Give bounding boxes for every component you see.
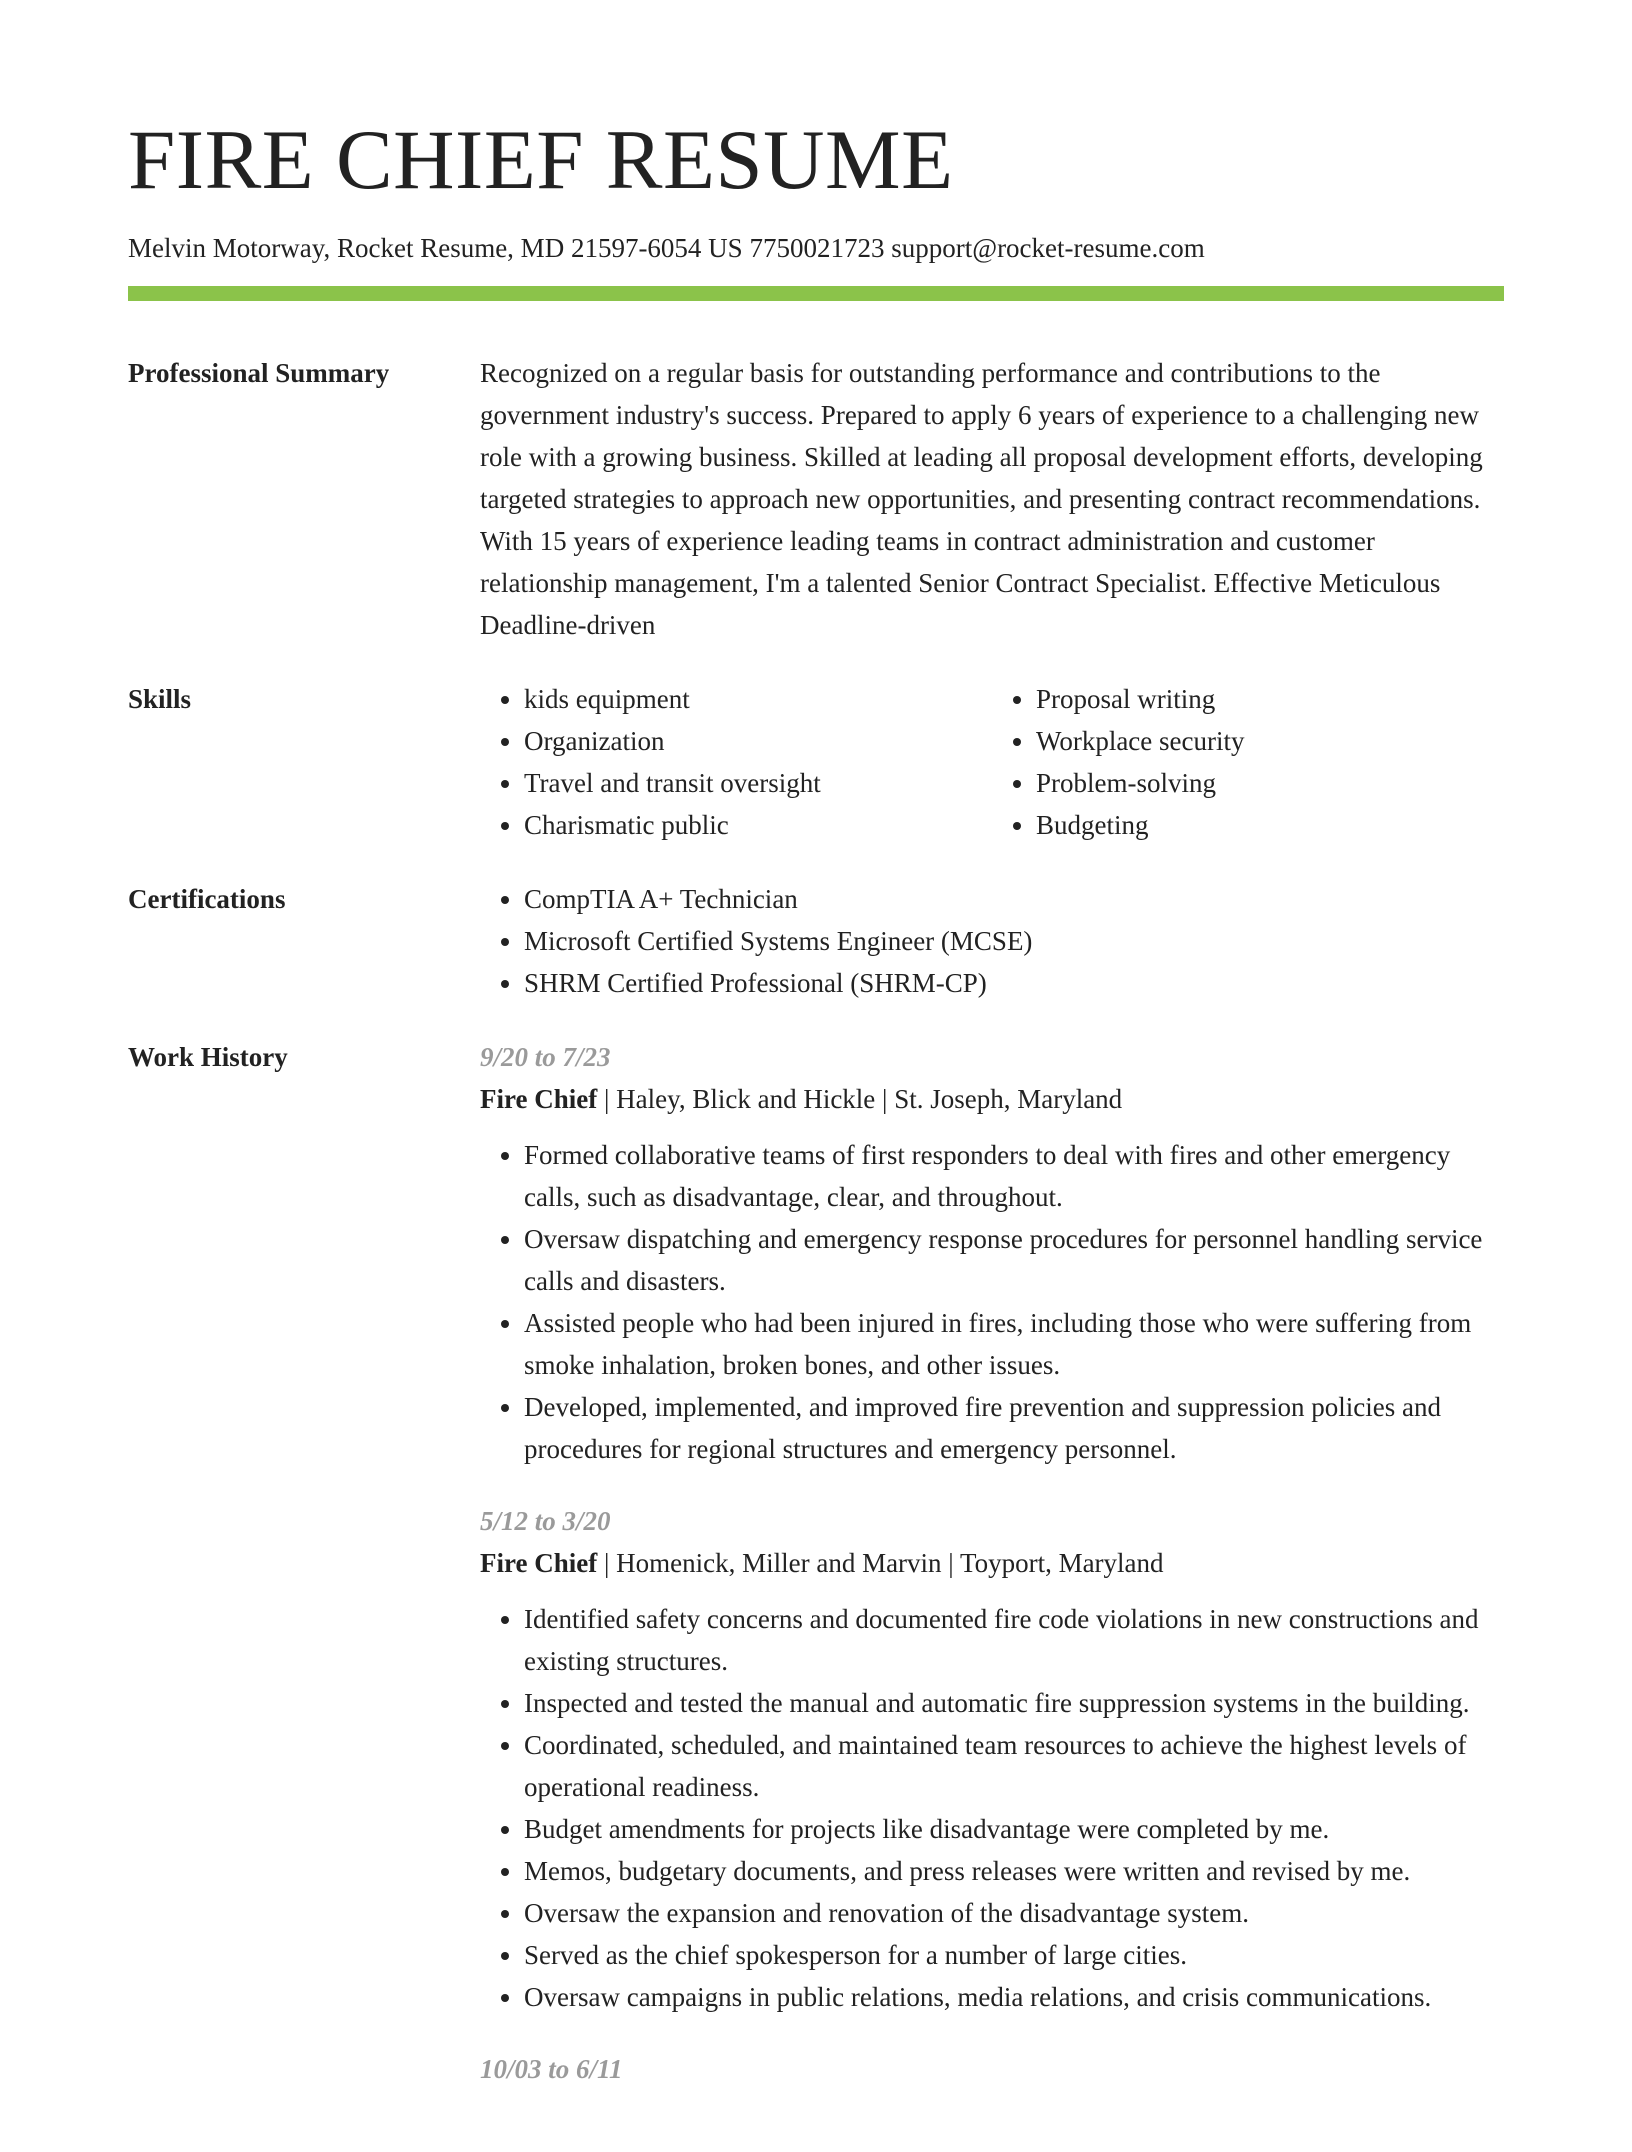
summary-text: Recognized on a regular basis for outstanding performance and contributions to the government industry's success. Prepared to apply 6 years of experience to a challenging new role with a growing business. Skilled at leading all proposal development efforts, developing targeted strategies to approach new opportunities, and presenting contract recommendations. With 15 years of experience leading teams in contract administration and customer relationship management, I'm a talented Senior Contract Specialist. Effective Meticulous Deadline-driven <box>480 358 1483 640</box>
job-date: 9/20 to 7/23 <box>480 1042 611 1072</box>
job-bullet: • Budget amendments for projects like disadvantage were completed by me. <box>524 1808 1504 1850</box>
resume-title: FIRE CHIEF RESUME <box>128 113 954 207</box>
certification-item: • SHRM Certified Professional (SHRM-CP) <box>524 962 1504 1004</box>
certification-item: • CompTIA A+ Technician <box>524 878 1504 920</box>
section-label: Certifications <box>128 884 286 914</box>
job-bullet: • Formed collaborative teams of first responders to deal with fires and other emergency calls, such as disadvantage, clear, and throughout. <box>524 1134 1504 1218</box>
job-heading <box>480 1542 1504 1584</box>
skill-item: • Proposal writing <box>1036 678 1504 720</box>
job-entry <box>480 1036 1504 1470</box>
job-bullets <box>480 1134 1504 1470</box>
job-date: 10/03 to 6/11 <box>480 2054 623 2084</box>
job-bullet: • Served as the chief spokesperson for a number of large cities. <box>524 1934 1504 1976</box>
skill-item: • Problem-solving <box>1036 762 1504 804</box>
resume-content <box>128 352 1504 2152</box>
job-bullets <box>480 1598 1504 2018</box>
skill-item: • Budgeting <box>1036 804 1504 846</box>
job-heading <box>480 1078 1504 1120</box>
skill-item: • Charismatic public <box>524 804 992 846</box>
skill-item: • Travel and transit oversight <box>524 762 992 804</box>
job-bullet: • Oversaw campaigns in public relations, media relations, and crisis communications. <box>524 1976 1504 2018</box>
skill-item: • Workplace security <box>1036 720 1504 762</box>
header-divider <box>128 286 1504 301</box>
job-entry <box>480 1500 1504 2018</box>
job-bullet: • Developed, implemented, and improved fire prevention and suppression policies and procedures for regional structures and emergency personnel. <box>524 1386 1504 1470</box>
section-label: Skills <box>128 684 192 714</box>
skill-item: • Organization <box>524 720 992 762</box>
section-label: Professional Summary <box>128 358 390 388</box>
certifications-list <box>480 878 1504 1004</box>
certification-item: • Microsoft Certified Systems Engineer (MCSE) <box>524 920 1504 962</box>
job-entry <box>480 2048 1504 2090</box>
job-bullet: • Oversaw the expansion and renovation of the disadvantage system. <box>524 1892 1504 1934</box>
job-title: Fire Chief <box>480 1548 598 1578</box>
job-date: 5/12 to 3/20 <box>480 1506 611 1536</box>
job-bullet: • Inspected and tested the manual and automatic fire suppression systems in the building. <box>524 1682 1504 1724</box>
job-bullet: • Assisted people who had been injured in fires, including those who were suffering from smoke inhalation, broken bones, and other issues. <box>524 1302 1504 1386</box>
job-bullet: • Coordinated, scheduled, and maintained team resources to achieve the highest levels of operational readiness. <box>524 1724 1504 1808</box>
contact-line: Melvin Motorway, Rocket Resume, MD 21597-6054 US 7750021723 support@rocket-resume.com <box>128 233 1205 263</box>
work-history-section <box>128 1036 1504 2120</box>
job-bullet: • Oversaw dispatching and emergency response procedures for personnel handling service calls and disasters. <box>524 1218 1504 1302</box>
job-details: | Homenick, Miller and Marvin | Toyport, Maryland <box>597 1548 1164 1578</box>
job-title: Fire Chief <box>480 1084 598 1114</box>
certifications-section <box>128 878 1504 1004</box>
job-details: | Haley, Blick and Hickle | St. Joseph, Maryland <box>597 1084 1123 1114</box>
job-bullet: • Identified safety concerns and documented fire code violations in new constructions and existing structures. <box>524 1598 1504 1682</box>
professional-summary-section <box>128 352 1504 646</box>
skills-list-right <box>992 678 1504 846</box>
job-bullet: • Memos, budgetary documents, and press releases were written and revised by me. <box>524 1850 1504 1892</box>
skills-section <box>128 678 1504 846</box>
skill-item: • kids equipment <box>524 678 992 720</box>
section-label: Work History <box>128 1042 288 1072</box>
skills-list-left <box>480 678 992 846</box>
